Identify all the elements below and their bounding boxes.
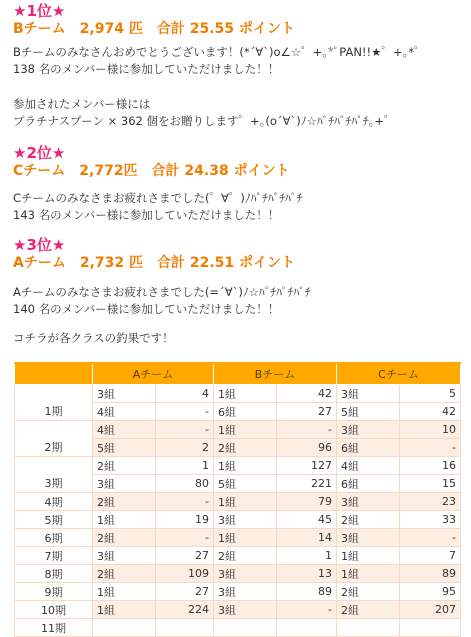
team-b-catch-cell: - bbox=[277, 601, 337, 619]
rank1-text bbox=[13, 44, 426, 78]
header-blank bbox=[15, 363, 93, 385]
team-a-class-cell: 5組 bbox=[93, 439, 156, 457]
team-a-catch-cell: 4 bbox=[156, 385, 214, 403]
team-c-catch-cell bbox=[400, 619, 461, 637]
team-a-catch-cell: - bbox=[156, 529, 214, 547]
team-c-catch-cell: 33 bbox=[400, 511, 461, 529]
period-cell bbox=[15, 385, 93, 403]
team-b-class-cell: 2組 bbox=[214, 439, 277, 457]
rank2-line2: 143 名のメンバー様に参加していただけました！！ bbox=[13, 208, 280, 222]
rank1-line2: 138 名のメンバー様に参加していただけました！！ bbox=[13, 62, 280, 76]
team-a-catch-cell: 1 bbox=[156, 457, 214, 475]
team-a-catch-cell: - bbox=[156, 403, 214, 421]
team-a-catch-cell: 19 bbox=[156, 511, 214, 529]
team-a-catch-cell: 27 bbox=[156, 583, 214, 601]
table-row bbox=[15, 601, 461, 619]
team-b-catch-cell: 45 bbox=[277, 511, 337, 529]
table-row bbox=[15, 565, 461, 583]
header-team-a: Aチーム bbox=[93, 363, 214, 385]
team-a-catch-cell: - bbox=[156, 421, 214, 439]
team-a-catch-cell: 109 bbox=[156, 565, 214, 583]
table-header-row bbox=[15, 363, 461, 385]
rank3-block bbox=[13, 236, 295, 272]
team-c-class-cell: 5組 bbox=[337, 403, 400, 421]
rank1-reward bbox=[13, 96, 395, 130]
team-b-catch-cell: 79 bbox=[277, 493, 337, 511]
rank3-text bbox=[13, 284, 311, 318]
team-c-catch-cell: 15 bbox=[400, 475, 461, 493]
rank3-heading: Aチーム 2,732 匹 合計 22.51 ポイント bbox=[13, 255, 296, 271]
team-c-catch-cell: 16 bbox=[400, 457, 461, 475]
table-row bbox=[15, 511, 461, 529]
header-team-c: Cチーム bbox=[337, 363, 461, 385]
table-row bbox=[15, 421, 461, 439]
period-cell bbox=[15, 421, 93, 439]
team-a-class-cell: 3組 bbox=[93, 547, 156, 565]
team-b-class-cell: 1組 bbox=[214, 421, 277, 439]
team-c-class-cell: 2組 bbox=[337, 601, 400, 619]
rank1-block bbox=[13, 2, 295, 38]
team-c-catch-cell: 7 bbox=[400, 547, 461, 565]
team-b-class-cell: 1組 bbox=[214, 385, 277, 403]
team-a-class-cell: 2組 bbox=[93, 529, 156, 547]
period-cell: 8期 bbox=[15, 565, 93, 583]
table-row bbox=[15, 403, 461, 421]
team-c-class-cell: 2組 bbox=[337, 511, 400, 529]
team-b-class-cell: 3組 bbox=[214, 583, 277, 601]
team-a-class-cell bbox=[93, 619, 156, 637]
rank2-title: ★2位★ bbox=[13, 144, 66, 162]
period-cell: 1期 bbox=[15, 403, 93, 421]
team-b-catch-cell bbox=[277, 619, 337, 637]
team-c-class-cell: 3組 bbox=[337, 529, 400, 547]
team-c-catch-cell: 207 bbox=[400, 601, 461, 619]
table-row bbox=[15, 547, 461, 565]
team-b-catch-cell: 96 bbox=[277, 439, 337, 457]
team-c-catch-cell: 10 bbox=[400, 421, 461, 439]
period-cell: 3期 bbox=[15, 475, 93, 493]
period-cell: 5期 bbox=[15, 511, 93, 529]
period-cell: 4期 bbox=[15, 493, 93, 511]
table-row bbox=[15, 619, 461, 637]
team-a-catch-cell: - bbox=[156, 493, 214, 511]
rank3-title: ★3位★ bbox=[13, 236, 66, 254]
period-cell: 7期 bbox=[15, 547, 93, 565]
team-b-class-cell: 1組 bbox=[214, 529, 277, 547]
period-cell: 9期 bbox=[15, 583, 93, 601]
team-a-class-cell: 4組 bbox=[93, 403, 156, 421]
team-a-catch-cell: 224 bbox=[156, 601, 214, 619]
team-c-class-cell: 2組 bbox=[337, 583, 400, 601]
team-c-class-cell: 6組 bbox=[337, 475, 400, 493]
team-c-class-cell: 1組 bbox=[337, 565, 400, 583]
period-cell: 2期 bbox=[15, 439, 93, 457]
team-c-catch-cell: - bbox=[400, 529, 461, 547]
header-team-b: Bチーム bbox=[214, 363, 337, 385]
table-row bbox=[15, 583, 461, 601]
team-a-class-cell: 2組 bbox=[93, 493, 156, 511]
team-b-class-cell: 3組 bbox=[214, 511, 277, 529]
team-b-class-cell: 1組 bbox=[214, 457, 277, 475]
team-b-catch-cell: 42 bbox=[277, 385, 337, 403]
period-cell: 6期 bbox=[15, 529, 93, 547]
results-table bbox=[14, 362, 461, 637]
team-b-class-cell bbox=[214, 619, 277, 637]
team-c-catch-cell: 89 bbox=[400, 565, 461, 583]
team-b-catch-cell: 13 bbox=[277, 565, 337, 583]
team-c-catch-cell: 95 bbox=[400, 583, 461, 601]
rank2-text bbox=[13, 190, 302, 224]
rank1-line4: プラチナスプーン × 362 個をお贈りします゜+｡(o´∀`)ﾉ☆ﾊﾟﾁﾊﾟﾁﾊﾟﾁ｡+゜ bbox=[13, 114, 396, 128]
team-b-catch-cell: 89 bbox=[277, 583, 337, 601]
team-b-catch-cell: 221 bbox=[277, 475, 337, 493]
team-a-class-cell: 3組 bbox=[93, 475, 156, 493]
team-b-class-cell: 6組 bbox=[214, 403, 277, 421]
team-c-catch-cell: 42 bbox=[400, 403, 461, 421]
team-a-catch-cell: 2 bbox=[156, 439, 214, 457]
team-b-catch-cell: 1 bbox=[277, 547, 337, 565]
rank2-block bbox=[13, 144, 290, 180]
team-c-class-cell: 3組 bbox=[337, 385, 400, 403]
period-cell: 10期 bbox=[15, 601, 93, 619]
table-row bbox=[15, 475, 461, 493]
team-b-class-cell: 1組 bbox=[214, 493, 277, 511]
rank3-line2: 140 名のメンバー様に参加していただけました！！ bbox=[13, 302, 280, 316]
team-a-class-cell: 1組 bbox=[93, 583, 156, 601]
team-c-catch-cell: 5 bbox=[400, 385, 461, 403]
team-a-class-cell: 3組 bbox=[93, 385, 156, 403]
period-cell: 11期 bbox=[15, 619, 93, 637]
team-c-class-cell bbox=[337, 619, 400, 637]
team-a-class-cell: 2組 bbox=[93, 565, 156, 583]
team-a-class-cell: 1組 bbox=[93, 601, 156, 619]
team-c-class-cell: 4組 bbox=[337, 457, 400, 475]
rank3-line1: Aチームのみなさまお疲れさまでした(=´∀`)ﾉ☆ﾊﾟﾁﾊﾟﾁﾊﾟﾁ bbox=[13, 285, 311, 299]
team-b-catch-cell: 127 bbox=[277, 457, 337, 475]
table-row bbox=[15, 493, 461, 511]
intro bbox=[13, 330, 174, 347]
rank2-heading: Cチーム 2,772匹 合計 24.38 ポイント bbox=[13, 163, 290, 179]
team-c-catch-cell: - bbox=[400, 439, 461, 457]
team-b-class-cell: 2組 bbox=[214, 547, 277, 565]
team-b-catch-cell: 27 bbox=[277, 403, 337, 421]
rank1-line1: Bチームのみなさんおめでとうございます！(*´∀`)o∠☆゜+｡*ﾟPAN!!★゜+｡*゜ bbox=[13, 45, 426, 59]
table-body bbox=[15, 385, 461, 637]
table-row bbox=[15, 385, 461, 403]
team-c-class-cell: 3組 bbox=[337, 421, 400, 439]
team-b-catch-cell: 14 bbox=[277, 529, 337, 547]
intro-text: コチラが各クラスの釣果です！ bbox=[13, 331, 174, 345]
period-cell bbox=[15, 457, 93, 475]
team-a-class-cell: 2組 bbox=[93, 457, 156, 475]
team-b-class-cell: 3組 bbox=[214, 601, 277, 619]
team-a-catch-cell: 27 bbox=[156, 547, 214, 565]
team-b-catch-cell: - bbox=[277, 421, 337, 439]
table-row bbox=[15, 529, 461, 547]
rank1-title: ★1位★ bbox=[13, 2, 66, 20]
rank1-heading: Bチーム 2,974 匹 合計 25.55 ポイント bbox=[13, 21, 295, 37]
table-row bbox=[15, 457, 461, 475]
team-a-class-cell: 1組 bbox=[93, 511, 156, 529]
team-b-class-cell: 3組 bbox=[214, 565, 277, 583]
team-c-class-cell: 3組 bbox=[337, 493, 400, 511]
team-a-catch-cell: 80 bbox=[156, 475, 214, 493]
team-c-catch-cell: 23 bbox=[400, 493, 461, 511]
team-a-catch-cell bbox=[156, 619, 214, 637]
rank1-line3: 参加されたメンバー様には bbox=[13, 97, 151, 111]
team-c-class-cell: 6組 bbox=[337, 439, 400, 457]
team-b-class-cell: 5組 bbox=[214, 475, 277, 493]
team-a-class-cell: 4組 bbox=[93, 421, 156, 439]
team-c-class-cell: 1組 bbox=[337, 547, 400, 565]
rank2-line1: Cチームのみなさまお疲れさまでした(゜∀゜)ﾉﾊﾟﾁﾊﾟﾁﾊﾟﾁ bbox=[13, 191, 303, 205]
table-row bbox=[15, 439, 461, 457]
